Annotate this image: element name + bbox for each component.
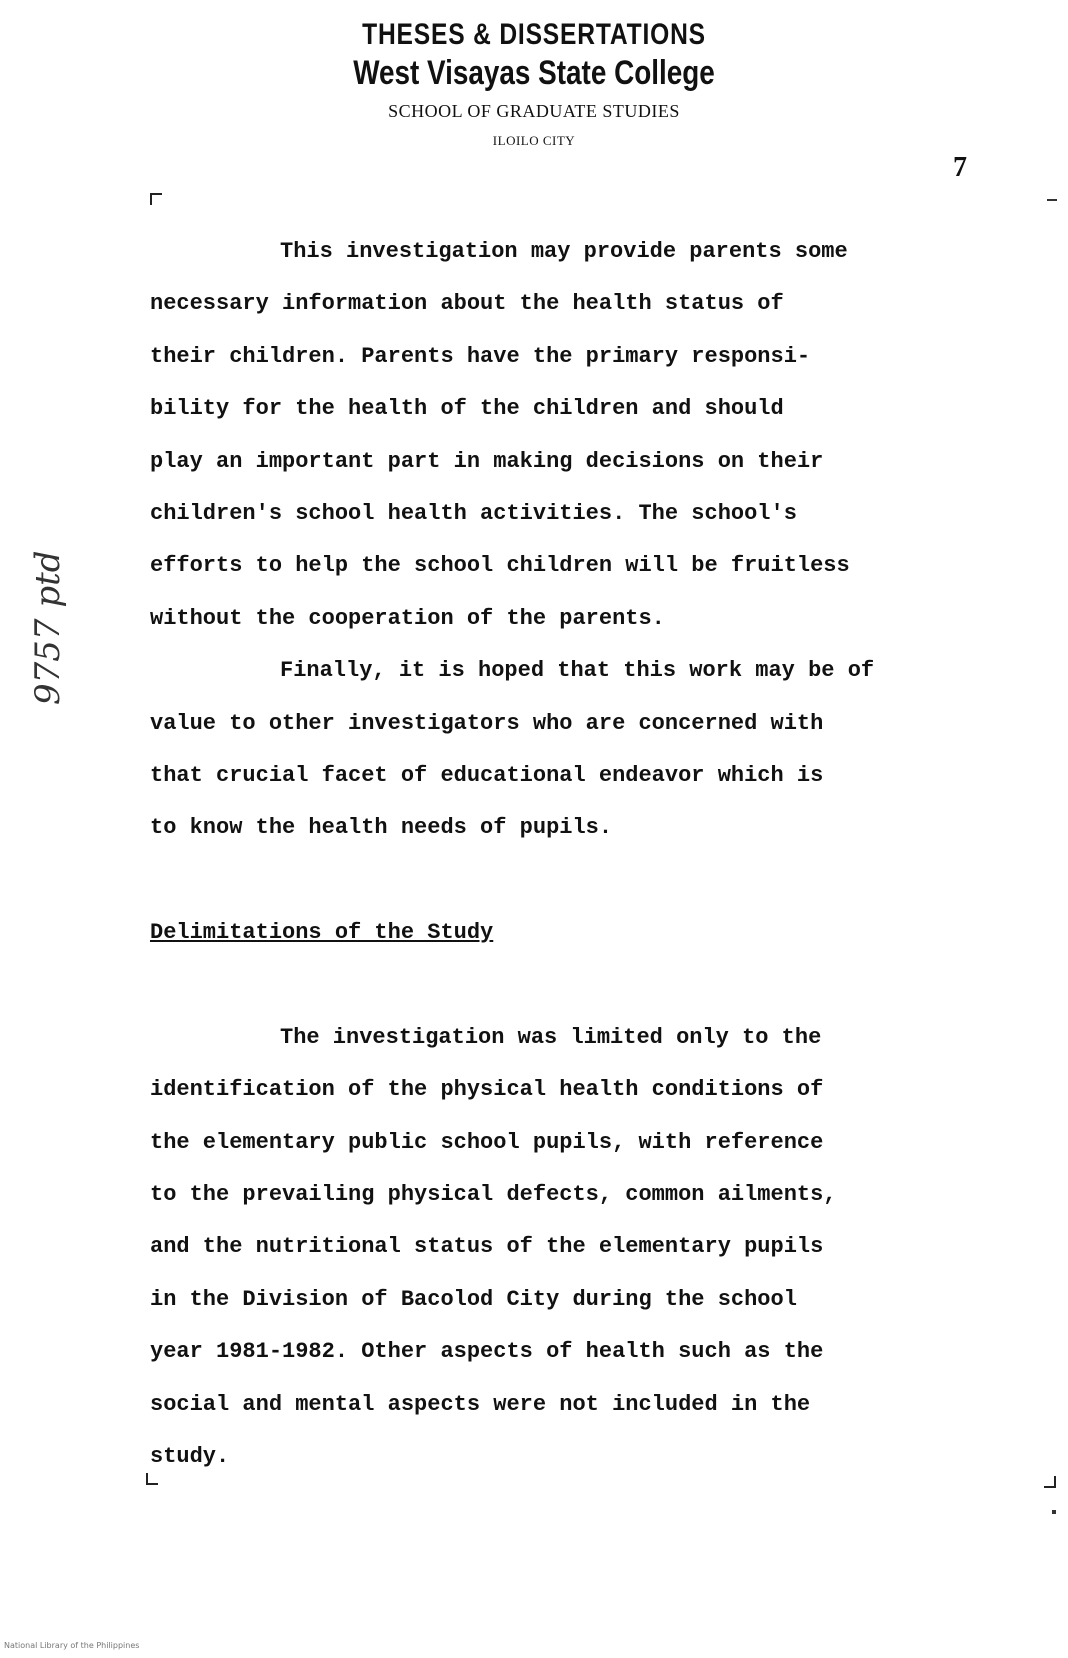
section-heading: Delimitations of the Study — [150, 920, 494, 946]
crop-mark-top-left — [150, 193, 162, 205]
text-line: The investigation was limited only to the — [280, 1024, 822, 1050]
spacer — [150, 959, 1020, 1011]
text-line: study. — [150, 1443, 230, 1469]
city-name: ILOILO CITY — [492, 133, 576, 148]
text-line: play an important part in making decisions on their — [150, 448, 824, 474]
margin-dot — [1052, 1510, 1056, 1514]
text-line: efforts to help the school children will be fruitless — [150, 553, 850, 579]
stamp-title: THESES & DISSERTATIONS — [362, 18, 706, 51]
text-line: to the prevailing physical defects, common ailments, — [150, 1182, 837, 1208]
text-line: year 1981-1982. Other aspects of health such as the — [150, 1339, 824, 1365]
school-name: SCHOOL OF GRADUATE STUDIES — [388, 101, 680, 121]
handwritten-margin-note: 9757 ptd — [28, 550, 68, 705]
college-name: West Visayas State College — [353, 54, 715, 92]
text-line: This investigation may provide parents some — [280, 239, 848, 264]
page-number: 7 — [953, 152, 967, 183]
crop-mark-bottom-right — [1044, 1476, 1056, 1488]
text-line: their children. Parents have the primary responsi- — [150, 343, 811, 369]
margin-tick — [1047, 199, 1057, 201]
text-line: value to other investigators who are concerned with — [150, 710, 824, 736]
text-line: without the cooperation of the parents. — [150, 605, 665, 631]
text-line: Finally, it is hoped that this work may be of — [280, 658, 875, 684]
text-line: necessary information about the health status of — [150, 291, 784, 317]
text-line: to know the health needs of pupils. — [150, 815, 613, 841]
text-line: in the Division of Bacolod City during the school — [150, 1286, 797, 1312]
text-line: that crucial facet of educational endeavor which is — [150, 762, 824, 788]
text-line: social and mental aspects were not included in the — [150, 1391, 811, 1417]
text-line: identification of the physical health conditions of — [150, 1077, 824, 1103]
text-line: bility for the health of the children and should — [150, 396, 784, 422]
paragraph-delimitations — [150, 1012, 1020, 1484]
paragraph-investigators — [150, 645, 1020, 855]
paragraph-parents — [150, 226, 1020, 645]
document-body — [150, 226, 1020, 1483]
footer-note: National Library of the Philippines — [4, 1641, 140, 1650]
text-line: and the nutritional status of the elementary pupils — [150, 1234, 824, 1260]
text-line: children's school health activities. The school's — [150, 500, 797, 526]
text-line: the elementary public school pupils, with reference — [150, 1129, 824, 1155]
